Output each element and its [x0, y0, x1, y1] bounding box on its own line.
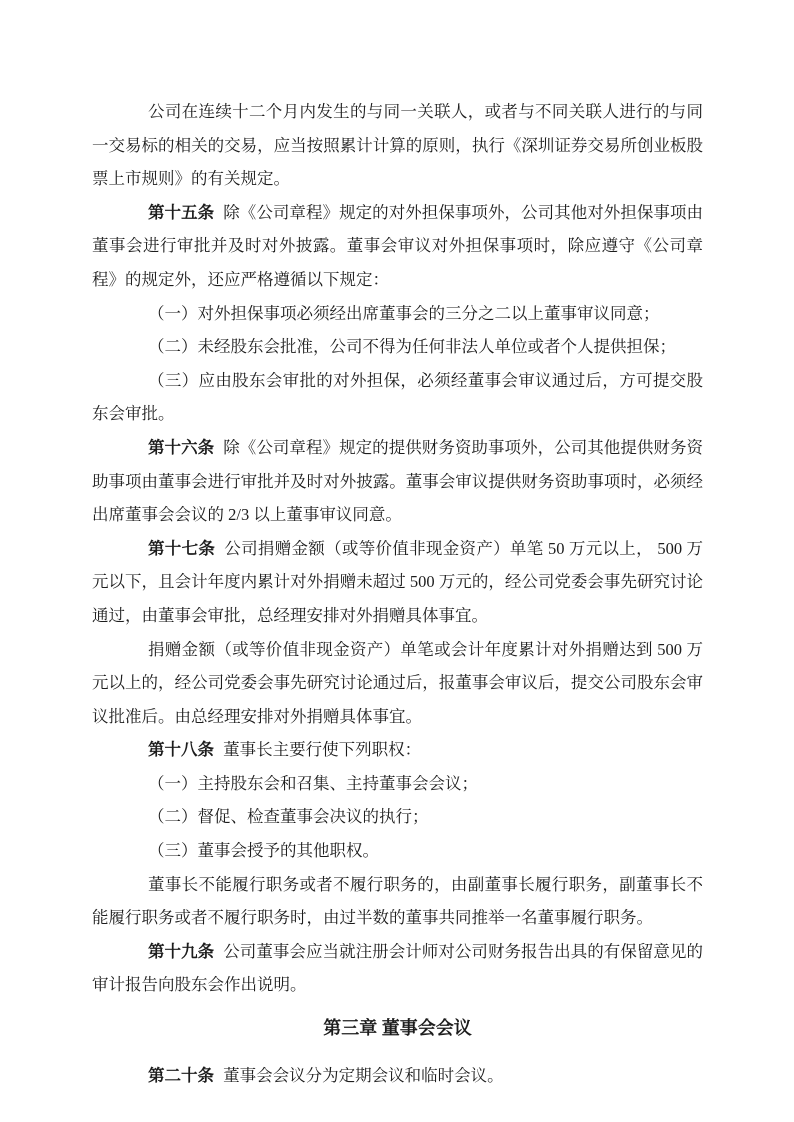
paragraph: [92, 633, 703, 734]
paragraph-text: 公司在连续十二个月内发生的与同一关联人，或者与不同关联人进行的与同一交易标的相关的交易，应当按照累计计算的原则，执行《深圳证券交易所创业板股票上市规则》的有关规定。: [92, 102, 703, 189]
clause-number: 第十八条: [148, 740, 214, 760]
paragraph-text: （二）督促、检查董事会决议的执行；: [148, 807, 429, 827]
paragraph-text: （一）对外担保事项必须经出席董事会的三分之二以上董事审议同意；: [148, 303, 660, 323]
list-item: [92, 297, 703, 331]
paragraph-text: 公司捐赠金额（或等价值非现金资产）单笔 50 万元以上， 500 万元以下，且会计年度内累计对外捐赠未超过 500 万元的，经公司党委会事先研究讨论通过，由董事会审批，总经理安排对外捐赠具体事宜。: [92, 538, 704, 625]
paragraph: [92, 95, 703, 196]
clause-number: 第十五条: [148, 202, 215, 222]
paragraph: [92, 935, 703, 1002]
paragraph-text: （三）董事会授予的其他职权。: [148, 841, 379, 861]
clause-number: 第十六条: [148, 437, 215, 457]
paragraph-text: （三）应由股东会审批的对外担保，必须经董事会审议通过后，方可提交股东会审批。: [92, 370, 703, 424]
paragraph-text: 董事长主要行使下列职权：: [223, 740, 422, 760]
paragraph-text: 除《公司章程》规定的对外担保事项外，公司其他对外担保事项由董事会进行审批并及时对外披露。董事会审议对外担保事项时，除应遵守《公司章程》的规定外，还应严格遵循以下规定：: [92, 202, 704, 289]
paragraph-text: 董事长不能履行职务或者不履行职务的，由副董事长履行职务，副董事长不能履行职务或者不履行职务时，由过半数的董事共同推举一名董事履行职务。: [92, 874, 703, 928]
list-item: [92, 767, 703, 801]
paragraph-text: 捐赠金额（或等价值非现金资产）单笔或会计年度累计对外捐赠达到 500 万元以上的，经公司党委会事先研究讨论通过后，报董事会审议后，提交公司股东会审议批准后。由总经理安排对外捐赠具体事宜。: [92, 639, 703, 726]
list-item: [92, 330, 703, 364]
clause-number: 第十七条: [148, 538, 216, 558]
paragraph: [92, 431, 703, 532]
paragraph: [92, 868, 703, 935]
paragraph-text: 除《公司章程》规定的提供财务资助事项外，公司其他提供财务资助事项由董事会进行审批并及时对外披露。董事会审议提供财务资助事项时，必须经出席董事会会议的 2/3 以上董事审议同意。: [92, 437, 704, 525]
clause-number: 第十九条: [148, 941, 215, 961]
paragraph-text: 董事会会议分为定期会议和临时会议。: [223, 1065, 504, 1085]
chapter-heading: 第三章 董事会会议: [323, 1018, 472, 1039]
paragraph: [92, 1059, 703, 1093]
paragraph: [92, 733, 703, 767]
list-item: [92, 834, 703, 868]
list-item: [92, 800, 703, 834]
paragraph-text: （二）未经股东会批准，公司不得为任何非法人单位或者个人提供担保；: [148, 337, 676, 357]
clause-number: 第二十条: [148, 1065, 214, 1085]
paragraph-text: 公司董事会应当就注册会计师对公司财务报告出具的有保留意见的审计报告向股东会作出说明。: [92, 941, 704, 995]
paragraph: [92, 532, 703, 633]
paragraph: [92, 196, 703, 297]
paragraph-text: （一）主持股东会和召集、主持董事会会议；: [148, 773, 478, 793]
list-item: [92, 364, 703, 431]
